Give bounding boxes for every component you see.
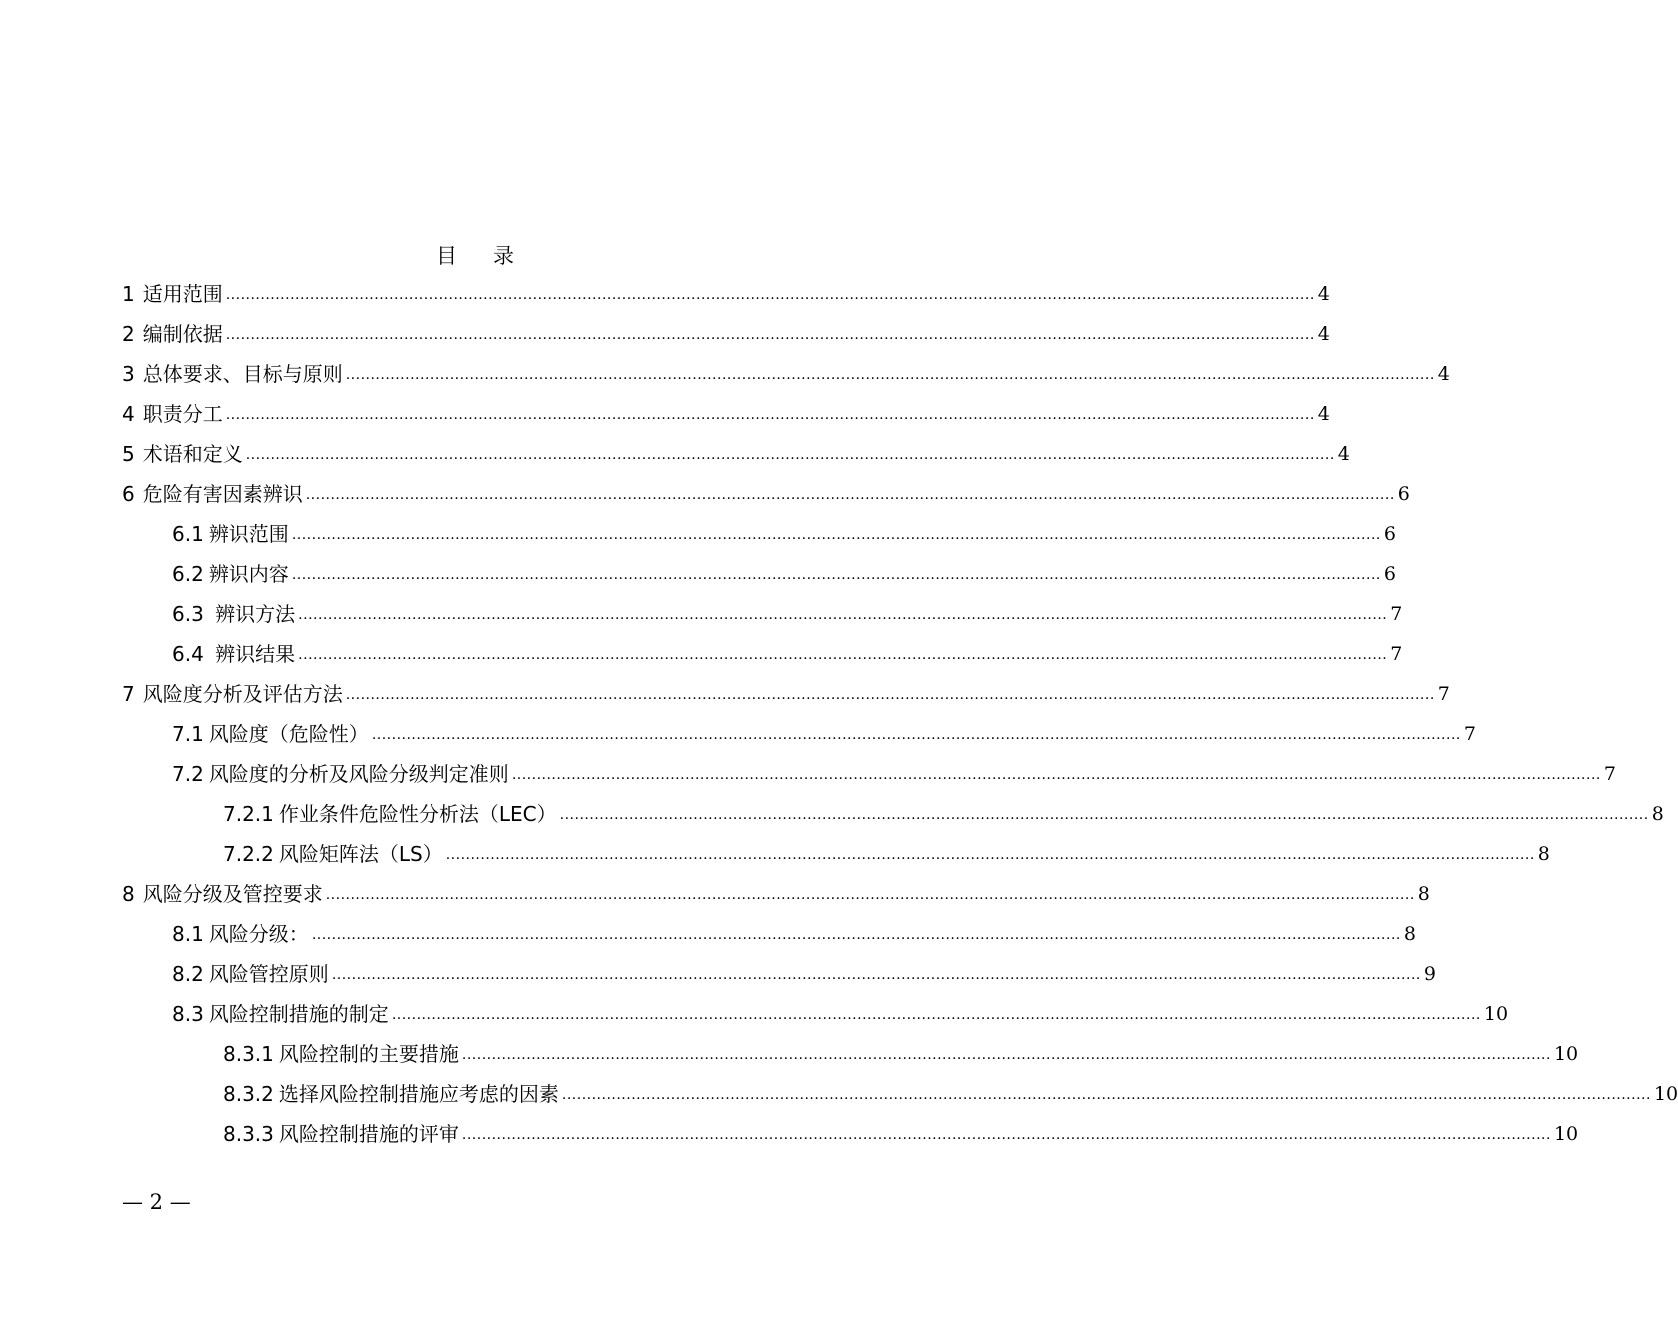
toc-entry-page-number: 4 — [1437, 363, 1450, 385]
toc-entry-number: 8.3 — [172, 1002, 204, 1026]
page-number-footer: — 2 — — [122, 1190, 191, 1214]
toc-entry-label: 编制依据 — [142, 322, 223, 346]
dot-leader: ............................................................................................................................................................................................................................ — [245, 447, 1335, 463]
toc-entry-number: 6 — [122, 482, 135, 506]
toc-entry[interactable] — [0, 952, 1436, 992]
toc-entry-number: 2 — [122, 322, 135, 346]
dot-leader: ............................................................................................................................................................................................................................ — [461, 1127, 1551, 1143]
toc-entry-label: 职责分工 — [142, 402, 223, 426]
toc-entry[interactable] — [0, 672, 1450, 712]
dot-leader: ............................................................................................................................................................................................................................ — [225, 327, 1315, 343]
dot-leader: ............................................................................................................................................................................................................................ — [461, 1047, 1551, 1063]
toc-entry[interactable] — [0, 352, 1450, 392]
toc-entry[interactable] — [0, 512, 1396, 552]
toc-entry-number: 6.1 — [172, 522, 204, 546]
toc-entry-page-number: 4 — [1337, 443, 1350, 465]
toc-entry-label: 辨识内容 — [208, 562, 289, 586]
toc-entry[interactable] — [0, 1032, 1579, 1072]
toc-entry-number: 7.1 — [172, 722, 204, 746]
dot-leader: ............................................................................................................................................................................................................................ — [331, 967, 1421, 983]
toc-entry-page-number: 10 — [1553, 1043, 1579, 1065]
dot-leader: ............................................................................................................................................................................................................................ — [325, 887, 1415, 903]
toc-entry-label: 适用范围 — [142, 282, 223, 306]
toc-entry-label: 风险度（危险性） — [208, 722, 369, 746]
dot-leader: ............................................................................................................................................................................................................................ — [561, 1087, 1651, 1103]
toc-entry-page-number: 10 — [1653, 1083, 1678, 1105]
toc-entry-number: 6.2 — [172, 562, 204, 586]
toc-entry-page-number: 8 — [1417, 883, 1430, 905]
toc-entry[interactable] — [0, 1072, 1678, 1112]
toc-entry[interactable] — [0, 312, 1330, 352]
toc-entry-label: 总体要求、目标与原则 — [142, 362, 343, 386]
toc-entry[interactable] — [0, 1112, 1579, 1152]
toc-entry[interactable] — [0, 472, 1410, 512]
dot-leader: ............................................................................................................................................................................................................................ — [311, 927, 1401, 943]
toc-entry-number: 5 — [122, 442, 135, 466]
toc-entry-label: 危险有害因素辨识 — [142, 482, 303, 506]
toc-entry-page-number: 6 — [1383, 563, 1396, 585]
toc-entry-number: 8.2 — [172, 962, 204, 986]
toc-entry-label: 风险分级及管控要求 — [142, 882, 323, 906]
dot-leader: ............................................................................................................................................................................................................................ — [511, 767, 1601, 783]
toc-entry-label: 术语和定义 — [142, 442, 243, 466]
toc-entry-label: 风险控制措施的评审 — [278, 1122, 459, 1146]
toc-entry[interactable] — [0, 592, 1403, 632]
toc-entry[interactable] — [0, 872, 1430, 912]
dot-leader: ............................................................................................................................................................................................................................ — [445, 847, 1535, 863]
toc-entry-number: 6.3 — [172, 602, 204, 626]
dot-leader: ............................................................................................................................................................................................................................ — [559, 807, 1649, 823]
toc-entry-page-number: 10 — [1553, 1123, 1579, 1145]
dot-leader: ............................................................................................................................................................................................................................ — [345, 687, 1435, 703]
toc-entry[interactable] — [0, 552, 1396, 592]
toc-entry-label: 辨识结果 — [208, 642, 296, 666]
toc-entry-label: 风险控制措施的制定 — [208, 1002, 389, 1026]
toc-entry-label: 风险矩阵法（LS） — [278, 842, 443, 866]
toc-entry-number: 8 — [122, 882, 135, 906]
toc-entry-label: 作业条件危险性分析法（LEC） — [278, 802, 557, 826]
toc-entry-page-number: 4 — [1317, 323, 1330, 345]
toc-entry-page-number: 8 — [1537, 843, 1550, 865]
toc-entry-number: 1 — [122, 282, 135, 306]
dot-leader: ............................................................................................................................................................................................................................ — [225, 287, 1315, 303]
toc-entry-label: 辨识方法 — [208, 602, 296, 626]
dot-leader: ............................................................................................................................................................................................................................ — [345, 367, 1435, 383]
dot-leader: ............................................................................................................................................................................................................................ — [291, 567, 1381, 583]
dot-leader: ............................................................................................................................................................................................................................ — [371, 727, 1461, 743]
toc-entry-number: 7.2.2 — [223, 842, 274, 866]
toc-entry-number: 3 — [122, 362, 135, 386]
toc-entry-label: 风险分级： — [208, 922, 309, 946]
toc-entry-page-number: 7 — [1463, 723, 1476, 745]
toc-entry[interactable] — [0, 432, 1350, 472]
dot-leader: ............................................................................................................................................................................................................................ — [391, 1007, 1481, 1023]
toc-entry-number: 4 — [122, 402, 135, 426]
toc-entry-number: 6.4 — [172, 642, 204, 666]
toc-entry-page-number: 9 — [1423, 963, 1436, 985]
toc-entry-label: 辨识范围 — [208, 522, 289, 546]
toc-list — [0, 272, 1678, 1152]
dot-leader: ............................................................................................................................................................................................................................ — [298, 607, 1388, 623]
toc-entry-page-number: 6 — [1397, 483, 1410, 505]
toc-entry[interactable] — [0, 752, 1616, 792]
toc-entry[interactable] — [0, 632, 1403, 672]
dot-leader: ............................................................................................................................................................................................................................ — [298, 647, 1388, 663]
toc-title: 目录 — [436, 244, 550, 268]
dot-leader: ............................................................................................................................................................................................................................ — [225, 407, 1315, 423]
toc-entry-number: 7.2 — [172, 762, 204, 786]
toc-entry[interactable] — [0, 392, 1330, 432]
toc-entry-page-number: 8 — [1403, 923, 1416, 945]
toc-entry-page-number: 6 — [1383, 523, 1396, 545]
toc-entry-label: 风险控制的主要措施 — [278, 1042, 459, 1066]
toc-entry-page-number: 4 — [1317, 283, 1330, 305]
toc-entry-page-number: 7 — [1390, 603, 1403, 625]
toc-entry[interactable] — [0, 792, 1664, 832]
toc-entry[interactable] — [0, 912, 1416, 952]
toc-entry-number: 8.3.3 — [223, 1122, 274, 1146]
toc-entry-number: 7.2.1 — [223, 802, 274, 826]
toc-entry[interactable] — [0, 712, 1476, 752]
toc-entry-number: 8.3.2 — [223, 1082, 274, 1106]
toc-entry-page-number: 8 — [1651, 803, 1664, 825]
toc-entry-label: 风险度的分析及风险分级判定准则 — [208, 762, 509, 786]
toc-entry[interactable] — [0, 272, 1330, 312]
toc-entry-page-number: 7 — [1603, 763, 1616, 785]
toc-entry-page-number: 7 — [1437, 683, 1450, 705]
toc-entry[interactable] — [0, 992, 1509, 1032]
toc-entry-number: 7 — [122, 682, 135, 706]
toc-entry-page-number: 7 — [1390, 643, 1403, 665]
toc-entry-number: 8.1 — [172, 922, 204, 946]
toc-entry-label: 选择风险控制措施应考虑的因素 — [278, 1082, 559, 1106]
toc-entry-page-number: 10 — [1483, 1003, 1509, 1025]
toc-entry-page-number: 4 — [1317, 403, 1330, 425]
toc-entry-label: 风险管控原则 — [208, 962, 329, 986]
dot-leader: ............................................................................................................................................................................................................................ — [305, 487, 1395, 503]
toc-entry[interactable] — [0, 832, 1550, 872]
toc-entry-label: 风险度分析及评估方法 — [142, 682, 343, 706]
toc-entry-number: 8.3.1 — [223, 1042, 274, 1066]
dot-leader: ............................................................................................................................................................................................................................ — [291, 527, 1381, 543]
